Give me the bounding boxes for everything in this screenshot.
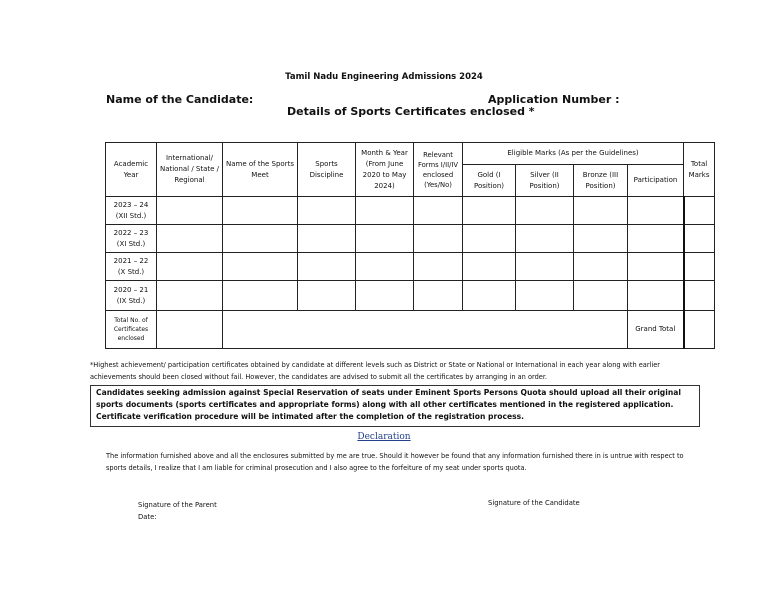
gold-cell[interactable] <box>463 225 516 253</box>
bronze-cell[interactable] <box>574 225 628 253</box>
table-row <box>106 197 715 225</box>
col-header-academic-year: Academic Year <box>106 143 157 197</box>
forms-cell[interactable] <box>414 253 463 281</box>
std-label: (XII Std.) <box>115 211 147 220</box>
col-header-month-year: Month & Year (From June 2020 to May 2024) <box>356 143 414 197</box>
notice-box: Candidates seeking admission against Special Reservation of seats under Eminent Sports Persons Quota should upload all their original sports documents (sports certificates and appropriate forms) along with all other certificates mentioned in the registered application. Certificate verification procedure will be intimated after the completion of the registration process. <box>90 385 700 427</box>
gold-cell[interactable] <box>463 281 516 311</box>
month-year-cell[interactable] <box>356 225 414 253</box>
level-cell[interactable] <box>157 281 223 311</box>
silver-cell[interactable] <box>516 281 574 311</box>
discipline-cell[interactable] <box>298 253 356 281</box>
grand-total-label: Grand Total <box>628 311 684 349</box>
level-cell[interactable] <box>157 225 223 253</box>
candidate-name-label: Name of the Candidate: <box>106 93 254 106</box>
total-marks-cell[interactable] <box>684 253 715 281</box>
footnote: *Highest achievement/ participation certificates obtained by candidate at different levels such as District or State or National or International in each year along with earlier achievements should been closed without fail. However, the candidates are advised to submit all the certificates by arranging in an order. <box>90 361 660 381</box>
col-header-level: International/ National / State / Regional <box>157 143 223 197</box>
total-marks-cell[interactable] <box>684 197 715 225</box>
std-label: (X Std.) <box>117 267 145 276</box>
parent-signature-block <box>138 499 217 523</box>
details-heading: Details of Sports Certificates enclosed * <box>287 105 535 118</box>
total-marks-cell[interactable] <box>684 281 715 311</box>
bronze-cell[interactable] <box>574 253 628 281</box>
std-label: (XI Std.) <box>116 239 146 248</box>
candidate-signature-label: Signature of the Candidate <box>488 499 580 507</box>
discipline-cell[interactable] <box>298 197 356 225</box>
total-marks-cell[interactable] <box>684 225 715 253</box>
meet-cell[interactable] <box>223 253 298 281</box>
academic-year-cell <box>106 281 157 311</box>
forms-cell[interactable] <box>414 225 463 253</box>
date-label: Date: <box>138 513 157 521</box>
academic-year-cell <box>106 225 157 253</box>
silver-cell[interactable] <box>516 197 574 225</box>
month-year-cell[interactable] <box>356 281 414 311</box>
meet-cell[interactable] <box>223 197 298 225</box>
table-row <box>106 253 715 281</box>
parent-signature-label: Signature of the Parent <box>138 501 217 509</box>
table-row <box>106 225 715 253</box>
declaration-heading: Declaration <box>357 432 411 442</box>
level-cell[interactable] <box>157 197 223 225</box>
month-year-cell[interactable] <box>356 197 414 225</box>
silver-cell[interactable] <box>516 253 574 281</box>
total-certificates-label: Total No. of Certificates enclosed <box>106 311 157 349</box>
totals-blank-cell <box>223 311 628 349</box>
table-row <box>106 281 715 311</box>
col-header-total-marks: Total Marks <box>684 143 715 197</box>
academic-year-cell <box>106 197 157 225</box>
silver-cell[interactable] <box>516 225 574 253</box>
forms-cell[interactable] <box>414 281 463 311</box>
form-title: Tamil Nadu Engineering Admissions 2024 <box>285 72 483 82</box>
sports-certificates-table <box>105 142 715 349</box>
meet-cell[interactable] <box>223 225 298 253</box>
bronze-cell[interactable] <box>574 281 628 311</box>
participation-cell[interactable] <box>628 197 684 225</box>
totals-row <box>106 311 715 349</box>
meet-cell[interactable] <box>223 281 298 311</box>
participation-cell[interactable] <box>628 281 684 311</box>
bronze-cell[interactable] <box>574 197 628 225</box>
col-header-participation: Participation <box>628 165 684 197</box>
discipline-cell[interactable] <box>298 281 356 311</box>
year-label: 2021 – 22 <box>113 256 149 265</box>
col-header-discipline: Sports Discipline <box>298 143 356 197</box>
year-label: 2020 – 21 <box>113 285 149 294</box>
academic-year-cell <box>106 253 157 281</box>
total-certificates-cell[interactable] <box>157 311 223 349</box>
application-number-label: Application Number : <box>488 93 620 106</box>
col-header-sports-meet: Name of the Sports Meet <box>223 143 298 197</box>
grand-total-cell[interactable] <box>684 311 715 349</box>
level-cell[interactable] <box>157 253 223 281</box>
participation-cell[interactable] <box>628 225 684 253</box>
month-year-cell[interactable] <box>356 253 414 281</box>
col-header-silver: Silver (II Position) <box>516 165 574 197</box>
col-header-forms: Relevant Forms I/II/IV enclosed (Yes/No) <box>414 143 463 197</box>
gold-cell[interactable] <box>463 197 516 225</box>
declaration-text: The information furnished above and all the enclosures submitted by me are true. Should it however be found that any information furnished there in is untrue with respect to sports details, I realize that I am liable for criminal prosecution and I also agree to the forfeiture of my seat under sports quota. <box>106 452 684 472</box>
col-header-eligible-marks: Eligible Marks (As per the Guidelines) <box>463 143 684 165</box>
participation-cell[interactable] <box>628 253 684 281</box>
col-header-bronze: Bronze (III Position) <box>574 165 628 197</box>
year-label: 2022 – 23 <box>113 228 149 237</box>
discipline-cell[interactable] <box>298 225 356 253</box>
std-label: (IX Std.) <box>116 296 146 305</box>
gold-cell[interactable] <box>463 253 516 281</box>
forms-cell[interactable] <box>414 197 463 225</box>
col-header-gold: Gold (I Position) <box>463 165 516 197</box>
year-label: 2023 – 24 <box>113 200 149 209</box>
